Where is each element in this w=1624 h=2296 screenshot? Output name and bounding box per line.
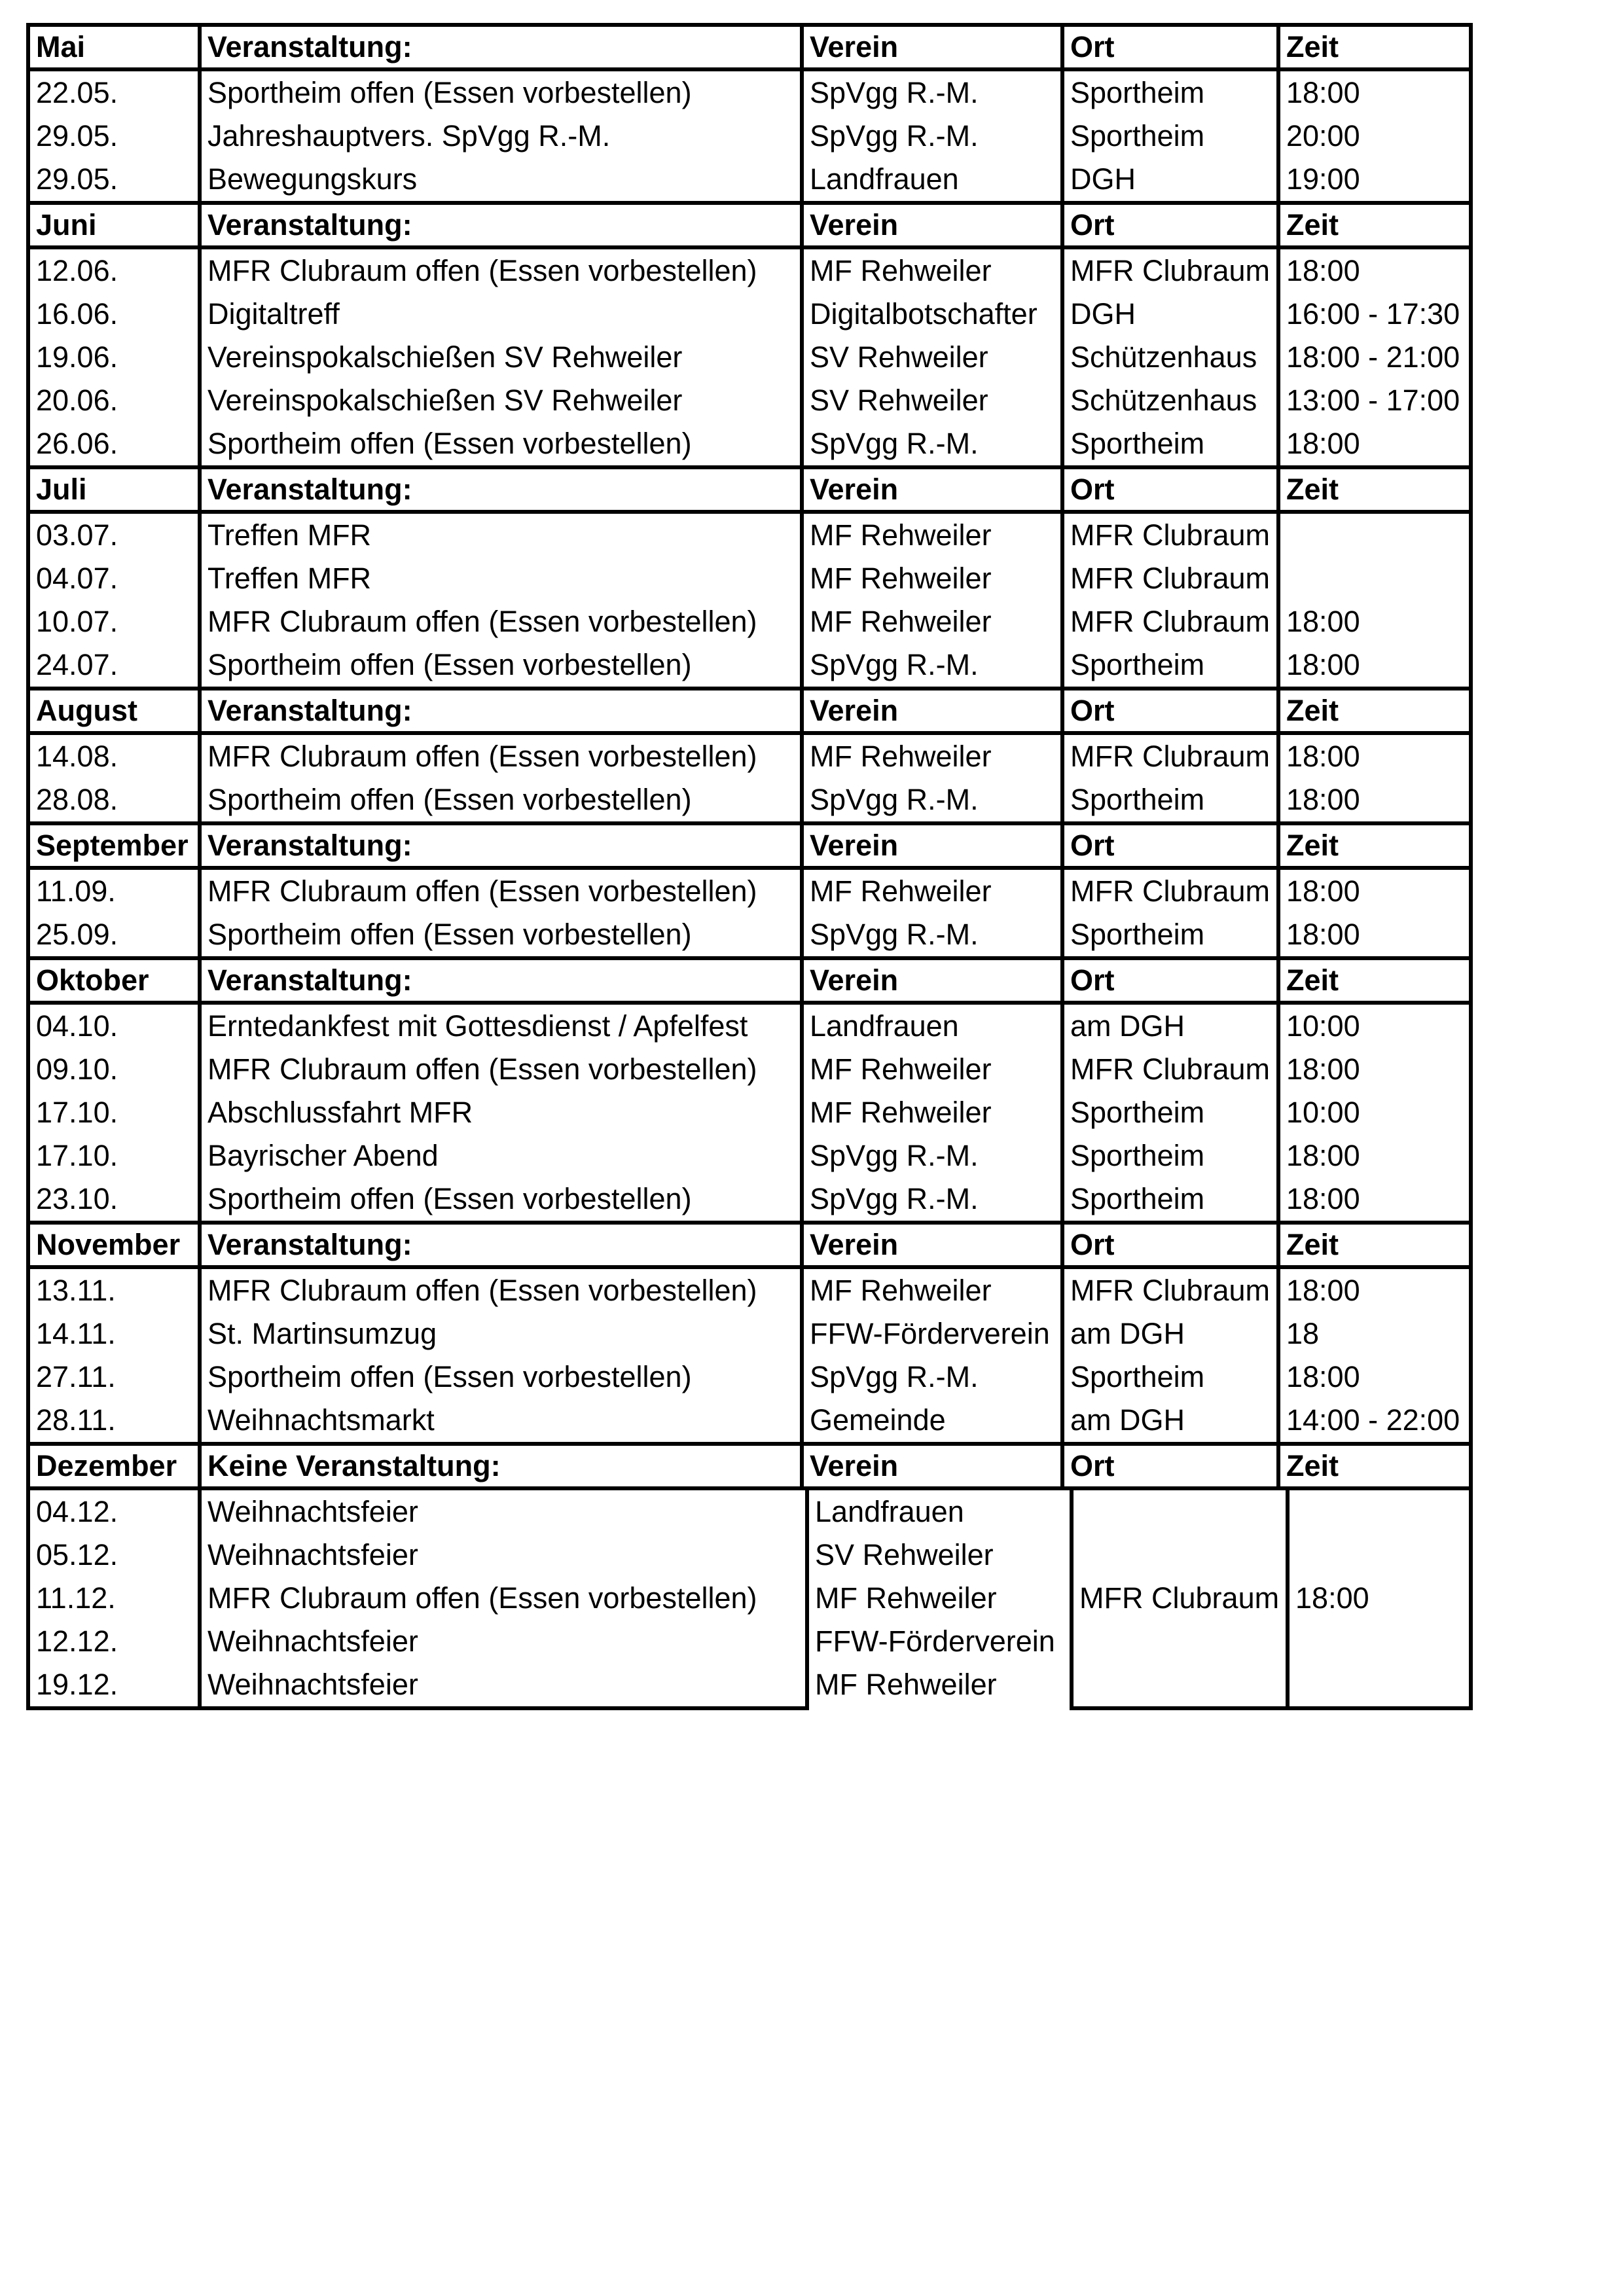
month-header-row <box>30 691 1469 735</box>
month-header-row <box>30 825 1469 870</box>
date-cell: 25.09. <box>30 913 202 956</box>
event-cell: Abschlussfahrt MFR <box>202 1091 804 1134</box>
time-cell: 18:00 <box>1286 76 1360 109</box>
place-cell: Sportheim <box>1064 1134 1280 1177</box>
place-column-header: Ort <box>1064 1446 1280 1486</box>
club-cell: Landfrauen <box>804 158 1064 201</box>
event-cell: Sportheim offen (Essen vorbestellen) <box>202 1355 804 1399</box>
month-label: Dezember <box>30 1446 202 1486</box>
merged-time-cell: 18:00 <box>1295 1581 1369 1615</box>
table-row <box>30 1399 1469 1442</box>
time-column-header: Zeit <box>1286 829 1339 862</box>
table-row <box>30 1091 1469 1134</box>
month-section-juli <box>26 465 1473 691</box>
event-column-header: Veranstaltung: <box>202 825 804 866</box>
club-cell: SpVgg R.-M. <box>804 913 1064 956</box>
club-row <box>809 1663 1070 1706</box>
time-column-header: Zeit <box>1286 694 1339 727</box>
place-cell: MFR Clubraum <box>1064 735 1280 778</box>
table-row <box>30 1577 805 1620</box>
event-cell: Sportheim offen (Essen vorbestellen) <box>202 778 804 821</box>
table-row <box>30 1534 805 1577</box>
club-cell: Digitalbotschafter <box>804 293 1064 336</box>
club-cell: SpVgg R.-M. <box>804 1134 1064 1177</box>
club-cell: SpVgg R.-M. <box>804 115 1064 158</box>
table-row <box>30 1620 805 1663</box>
month-section-august <box>26 687 1473 825</box>
month-rows <box>26 1490 1473 1710</box>
time-cell: 16:00 - 17:30 <box>1286 297 1460 331</box>
place-cell: Sportheim <box>1064 643 1280 687</box>
club-column-header: Verein <box>804 469 1064 510</box>
time-column-header: Zeit <box>1286 30 1339 63</box>
place-cell: MFR Clubraum <box>1064 514 1280 557</box>
table-row <box>30 336 1469 379</box>
event-cell: Vereinspokalschießen SV Rehweiler <box>202 379 804 422</box>
month-rows <box>30 1005 1469 1221</box>
event-column-header: Veranstaltung: <box>202 205 804 245</box>
event-cell: MFR Clubraum offen (Essen vorbestellen) <box>202 600 804 643</box>
date-cell: 28.08. <box>30 778 202 821</box>
place-cell: MFR Clubraum <box>1064 870 1280 913</box>
date-cell: 29.05. <box>30 115 202 158</box>
place-cell: Schützenhaus <box>1064 336 1280 379</box>
date-cell: 11.09. <box>30 870 202 913</box>
date-cell: 19.06. <box>30 336 202 379</box>
date-cell: 12.12. <box>30 1620 202 1663</box>
time-cell: 18:00 <box>1286 427 1360 460</box>
date-cell: 19.12. <box>30 1663 202 1706</box>
time-cell: 18:00 <box>1286 740 1360 773</box>
club-cell: SV Rehweiler <box>804 379 1064 422</box>
club-cell: Landfrauen <box>804 1005 1064 1048</box>
place-cell: DGH <box>1064 293 1280 336</box>
club-column-header: Verein <box>804 1446 1064 1486</box>
place-cell: MFR Clubraum <box>1064 1048 1280 1091</box>
date-cell: 23.10. <box>30 1177 202 1221</box>
club-cell: MF Rehweiler <box>804 249 1064 293</box>
month-header-row <box>30 205 1469 249</box>
table-row <box>30 514 1469 557</box>
date-cell: 03.07. <box>30 514 202 557</box>
time-cell: 13:00 - 17:00 <box>1286 384 1460 417</box>
time-cell: 18:00 <box>1286 254 1360 287</box>
club-cell: SpVgg R.-M. <box>804 1355 1064 1399</box>
time-cell: 18:00 <box>1286 1139 1360 1172</box>
date-cell: 17.10. <box>30 1134 202 1177</box>
club-cell: FFW-Förderverein <box>804 1312 1064 1355</box>
event-column-header: Veranstaltung: <box>202 27 804 67</box>
club-cell: MF Rehweiler <box>804 557 1064 600</box>
place-column-header: Ort <box>1064 960 1280 1001</box>
time-cell: 18:00 <box>1286 918 1360 951</box>
table-row <box>30 1134 1469 1177</box>
table-row <box>30 557 1469 600</box>
club-cell: SpVgg R.-M. <box>804 422 1064 465</box>
place-cell: Sportheim <box>1064 1091 1280 1134</box>
place-cell: Sportheim <box>1064 1355 1280 1399</box>
time-cell: 10:00 <box>1286 1009 1360 1043</box>
club-cell: SpVgg R.-M. <box>804 778 1064 821</box>
event-cell: Sportheim offen (Essen vorbestellen) <box>202 422 804 465</box>
event-cell: MFR Clubraum offen (Essen vorbestellen) <box>202 1269 804 1312</box>
club-row <box>809 1620 1070 1663</box>
place-cell: am DGH <box>1064 1399 1280 1442</box>
table-row <box>30 600 1469 643</box>
time-column-header: Zeit <box>1286 208 1339 242</box>
table-row <box>30 1048 1469 1091</box>
club-cell: MF Rehweiler <box>804 1048 1064 1091</box>
club-row <box>809 1534 1070 1577</box>
place-column-header: Ort <box>1064 27 1280 67</box>
date-cell: 14.11. <box>30 1312 202 1355</box>
place-cell: Sportheim <box>1064 913 1280 956</box>
club-cell: MF Rehweiler <box>804 735 1064 778</box>
month-label: November <box>30 1225 202 1265</box>
place-cell: Sportheim <box>1064 71 1280 115</box>
december-club-column <box>809 1490 1070 1710</box>
event-cell: Sportheim offen (Essen vorbestellen) <box>202 1177 804 1221</box>
december-date-event-block <box>26 1490 809 1710</box>
time-cell: 18:00 <box>1286 1182 1360 1215</box>
place-column-header: Ort <box>1064 825 1280 866</box>
place-cell: Schützenhaus <box>1064 379 1280 422</box>
table-row <box>30 71 1469 115</box>
month-rows <box>30 735 1469 821</box>
date-cell: 16.06. <box>30 293 202 336</box>
date-cell: 28.11. <box>30 1399 202 1442</box>
table-row <box>30 115 1469 158</box>
time-cell: 18:00 <box>1286 1052 1360 1086</box>
table-row <box>30 158 1469 201</box>
time-cell: 18:00 <box>1286 874 1360 908</box>
place-cell: am DGH <box>1064 1312 1280 1355</box>
time-cell: 18:00 <box>1286 1360 1360 1393</box>
place-cell: am DGH <box>1064 1005 1280 1048</box>
club-cell: Landfrauen <box>815 1495 964 1528</box>
table-row <box>30 643 1469 687</box>
date-cell: 14.08. <box>30 735 202 778</box>
club-column-header: Verein <box>804 205 1064 245</box>
event-cell: Treffen MFR <box>202 557 804 600</box>
place-column-header: Ort <box>1064 691 1280 731</box>
date-cell: 11.12. <box>30 1577 202 1620</box>
club-cell: MF Rehweiler <box>804 1091 1064 1134</box>
month-rows <box>30 71 1469 201</box>
place-cell: MFR Clubraum <box>1064 557 1280 600</box>
table-row <box>30 913 1469 956</box>
date-cell: 04.10. <box>30 1005 202 1048</box>
month-label: August <box>30 691 202 731</box>
event-cell: St. Martinsumzug <box>202 1312 804 1355</box>
date-cell: 12.06. <box>30 249 202 293</box>
month-rows <box>30 249 1469 465</box>
month-header-row <box>30 960 1469 1005</box>
time-cell: 18:00 <box>1286 648 1360 681</box>
date-cell: 04.07. <box>30 557 202 600</box>
month-rows <box>30 1269 1469 1442</box>
place-cell: MFR Clubraum <box>1064 1269 1280 1312</box>
month-label: Oktober <box>30 960 202 1001</box>
time-cell: 19:00 <box>1286 162 1360 196</box>
event-cell: MFR Clubraum offen (Essen vorbestellen) <box>202 1048 804 1091</box>
event-column-header: Veranstaltung: <box>202 691 804 731</box>
club-cell: FFW-Förderverein <box>815 1624 1055 1658</box>
event-cell: Erntedankfest mit Gottesdienst / Apfelfest <box>202 1005 804 1048</box>
club-cell: SpVgg R.-M. <box>804 1177 1064 1221</box>
event-cell: Bewegungskurs <box>202 158 804 201</box>
event-cell: Vereinspokalschießen SV Rehweiler <box>202 336 804 379</box>
time-cell: 14:00 - 22:00 <box>1286 1403 1460 1437</box>
club-column-header: Verein <box>804 691 1064 731</box>
event-cell: Digitaltreff <box>202 293 804 336</box>
club-column-header: Verein <box>804 825 1064 866</box>
date-cell: 24.07. <box>30 643 202 687</box>
table-row <box>30 422 1469 465</box>
date-cell: 22.05. <box>30 71 202 115</box>
event-column-header: Veranstaltung: <box>202 1225 804 1265</box>
date-cell: 27.11. <box>30 1355 202 1399</box>
club-row <box>809 1490 1070 1534</box>
place-cell: DGH <box>1064 158 1280 201</box>
club-cell: MF Rehweiler <box>815 1581 997 1615</box>
event-cell: Bayrischer Abend <box>202 1134 804 1177</box>
event-cell: Weihnachtsfeier <box>208 1624 418 1658</box>
time-cell <box>1280 514 1469 557</box>
club-column-header: Verein <box>804 27 1064 67</box>
month-section-mai <box>26 23 1473 205</box>
table-row <box>30 379 1469 422</box>
place-cell: MFR Clubraum <box>1064 249 1280 293</box>
place-column-header: Ort <box>1064 1225 1280 1265</box>
place-cell: Sportheim <box>1064 778 1280 821</box>
time-cell: 18:00 <box>1286 1274 1360 1307</box>
month-section-september <box>26 821 1473 960</box>
club-row <box>809 1577 1070 1620</box>
date-cell: 09.10. <box>30 1048 202 1091</box>
month-header-row <box>30 469 1469 514</box>
table-row <box>30 1663 805 1706</box>
club-cell: MF Rehweiler <box>804 514 1064 557</box>
place-cell: Sportheim <box>1064 422 1280 465</box>
event-cell: Sportheim offen (Essen vorbestellen) <box>202 71 804 115</box>
time-cell <box>1280 557 1469 600</box>
event-cell: MFR Clubraum offen (Essen vorbestellen) <box>202 249 804 293</box>
club-column-header: Verein <box>804 1225 1064 1265</box>
month-rows <box>30 514 1469 687</box>
place-column-header: Ort <box>1064 205 1280 245</box>
date-cell: 13.11. <box>30 1269 202 1312</box>
time-column-header: Zeit <box>1286 1449 1339 1482</box>
month-rows <box>30 870 1469 956</box>
event-cell: Weihnachtsmarkt <box>202 1399 804 1442</box>
club-cell: SpVgg R.-M. <box>804 643 1064 687</box>
table-row <box>30 249 1469 293</box>
place-cell: Sportheim <box>1064 1177 1280 1221</box>
date-cell: 04.12. <box>30 1490 202 1534</box>
table-row <box>30 735 1469 778</box>
month-label: September <box>30 825 202 866</box>
table-row <box>30 1312 1469 1355</box>
table-row <box>30 870 1469 913</box>
table-row <box>30 778 1469 821</box>
table-row <box>30 1177 1469 1221</box>
month-label: Juni <box>30 205 202 245</box>
month-section-november <box>26 1221 1473 1446</box>
event-cell: Jahreshauptvers. SpVgg R.-M. <box>202 115 804 158</box>
time-column-header: Zeit <box>1286 473 1339 506</box>
month-header-row <box>30 1225 1469 1269</box>
date-cell: 20.06. <box>30 379 202 422</box>
club-cell: Gemeinde <box>804 1399 1064 1442</box>
club-cell: MF Rehweiler <box>815 1668 997 1701</box>
event-column-header: Veranstaltung: <box>202 960 804 1001</box>
club-cell: MF Rehweiler <box>804 1269 1064 1312</box>
month-section-juni <box>26 201 1473 469</box>
event-cell: MFR Clubraum offen (Essen vorbestellen) <box>202 735 804 778</box>
month-label: Mai <box>30 27 202 67</box>
time-cell: 20:00 <box>1286 119 1360 152</box>
date-cell: 10.07. <box>30 600 202 643</box>
club-cell: MF Rehweiler <box>804 870 1064 913</box>
december-merged-place-time <box>1070 1490 1473 1710</box>
event-calendar-table <box>26 23 1473 1710</box>
club-cell: SV Rehweiler <box>815 1538 994 1571</box>
date-cell: 17.10. <box>30 1091 202 1134</box>
table-row <box>30 1355 1469 1399</box>
merged-place-cell: MFR Clubraum <box>1074 1490 1290 1706</box>
event-cell: Treffen MFR <box>202 514 804 557</box>
club-cell: SV Rehweiler <box>804 336 1064 379</box>
event-cell: Sportheim offen (Essen vorbestellen) <box>202 913 804 956</box>
month-header-row <box>26 1442 1473 1490</box>
club-column-header: Verein <box>804 960 1064 1001</box>
time-cell: 18:00 - 21:00 <box>1286 340 1460 374</box>
time-column-header: Zeit <box>1286 963 1339 997</box>
event-cell: MFR Clubraum offen (Essen vorbestellen) <box>208 1581 757 1615</box>
club-cell: MF Rehweiler <box>804 600 1064 643</box>
month-section-oktober <box>26 956 1473 1225</box>
event-cell: Weihnachtsfeier <box>208 1668 418 1701</box>
event-cell: Weihnachtsfeier <box>208 1538 418 1571</box>
time-cell: 18:00 <box>1286 605 1360 638</box>
time-cell: 18:00 <box>1286 783 1360 816</box>
table-row <box>30 293 1469 336</box>
date-cell: 29.05. <box>30 158 202 201</box>
table-row <box>30 1269 1469 1312</box>
table-row <box>30 1490 805 1534</box>
date-cell: 05.12. <box>30 1534 202 1577</box>
table-row <box>30 1005 1469 1048</box>
time-cell: 10:00 <box>1286 1096 1360 1129</box>
month-label: Juli <box>30 469 202 510</box>
time-cell: 18 <box>1286 1317 1320 1350</box>
place-column-header: Ort <box>1064 469 1280 510</box>
event-column-header: Veranstaltung: <box>202 469 804 510</box>
place-cell: Sportheim <box>1064 115 1280 158</box>
event-cell: MFR Clubraum offen (Essen vorbestellen) <box>202 870 804 913</box>
date-cell: 26.06. <box>30 422 202 465</box>
month-section-dezember <box>26 1442 1473 1710</box>
time-column-header: Zeit <box>1286 1228 1339 1261</box>
month-header-row <box>30 27 1469 71</box>
place-cell: MFR Clubraum <box>1064 600 1280 643</box>
event-cell: Sportheim offen (Essen vorbestellen) <box>202 643 804 687</box>
club-cell: SpVgg R.-M. <box>804 71 1064 115</box>
event-column-header: Keine Veranstaltung: <box>202 1446 804 1486</box>
event-cell: Weihnachtsfeier <box>208 1495 418 1528</box>
